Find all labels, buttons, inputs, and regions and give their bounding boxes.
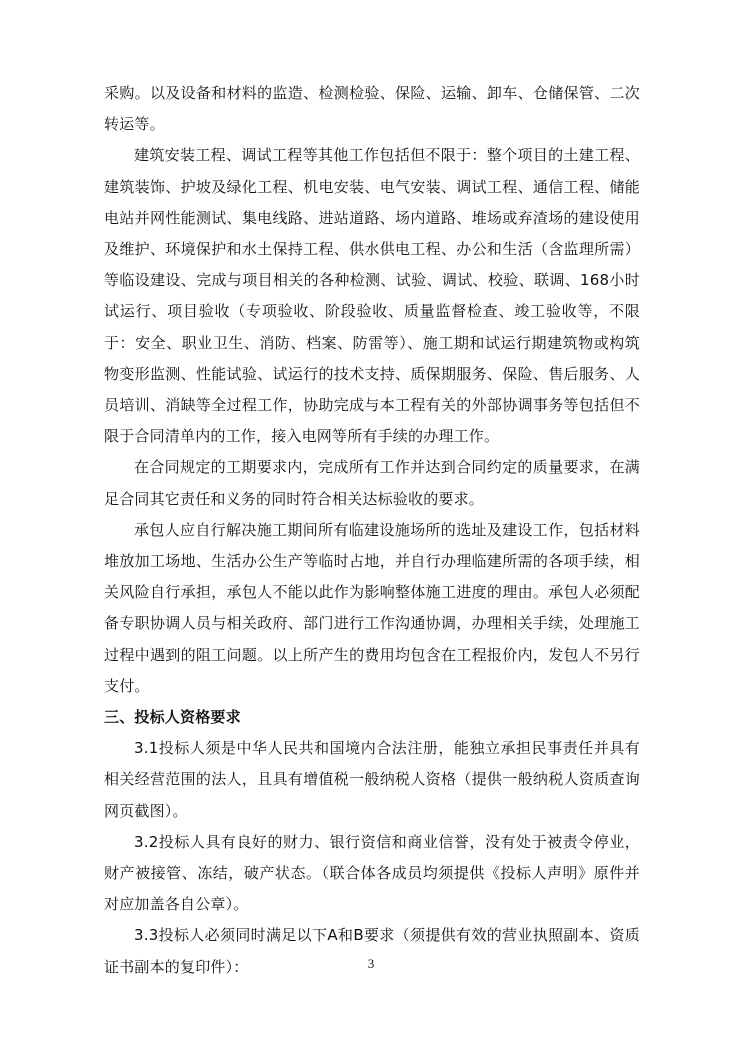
paragraph-requirement-3-2: 3.2投标人具有良好的财力、银行资信和商业信誉，没有处于被责令停业，财产被接管、冻结，破产状态。（联合体各成员均须提供《投标人声明》原件并对应加盖各自公章）。 bbox=[104, 832, 640, 914]
paragraph-requirement-3-3: 3.3投标人必须同时满足以下A和B要求（须提供有效的营业执照副本、资质证书副本的复印件）： bbox=[104, 926, 640, 976]
paragraph-procurement: 采购。以及设备和材料的监造、检测检验、保险、运输、卸车、仓储保管、二次转运等。 bbox=[104, 84, 640, 134]
paragraph-construction-scope: 建筑安装工程、调试工程等其他工作包括但不限于：整个项目的土建工程、建筑装饰、护坡及绿化工程、机电安装、电气安装、调试工程、通信工程、储能电站并网性能测试、集电线路、进站道路、场内道路、堆场或弃渣场的建设使用及维护、环境保护和水土保持工程、供水供电工程、办公和生活（含监理所需）等临设建设、完成与项目相关的各种检测、试验、调试、校验、联调、168小时试运行、项目验收（专项验收、阶段验收、质量监督检查、竣工验收等，不限于：安全、职业卫生、消防、档案、防雷等）、施工期和试运行期建筑物或构筑物变形监测、性能试验、试运行的技术支持、质保期服务、保险、售后服务、人员培训、消缺等全过程工作，协助完成与本工程有关的外部协调事务等包括但不限于合同清单内的工作，接入电网等所有手续的办理工作。 bbox=[104, 146, 640, 446]
section-heading-bidder-qualifications: 三、投标人资格要求 bbox=[104, 708, 241, 727]
page-number: 3 bbox=[367, 956, 375, 971]
paragraph-requirement-3-1: 3.1投标人须是中华人民共和国境内合法注册，能独立承担民事责任并具有相关经营范围的法人，且具有增值税一般纳税人资格（提供一般纳税人资质查询网页截图）。 bbox=[104, 739, 640, 820]
paragraph-temporary-facilities: 承包人应自行解决施工期间所有临建设施场所的选址及建设工作，包括材料堆放加工场地、生活办公生产等临时占地，并自行办理临建所需的各项手续，相关风险自行承担，承包人不能以此作为影响整体施工进度的理由。承包人必须配备专职协调人员与相关政府、部门进行工作沟通协调，办理相关手续，处理施工过程中遇到的阻工问题。以上所产生的费用均包含在工程报价内，发包人不另行支付。 bbox=[104, 520, 640, 695]
paragraph-schedule-quality: 在合同规定的工期要求内，完成所有工作并达到合同约定的质量要求，在满足合同其它责任和义务的同时符合相关达标验收的要求。 bbox=[104, 458, 640, 508]
document-body bbox=[104, 78, 640, 983]
